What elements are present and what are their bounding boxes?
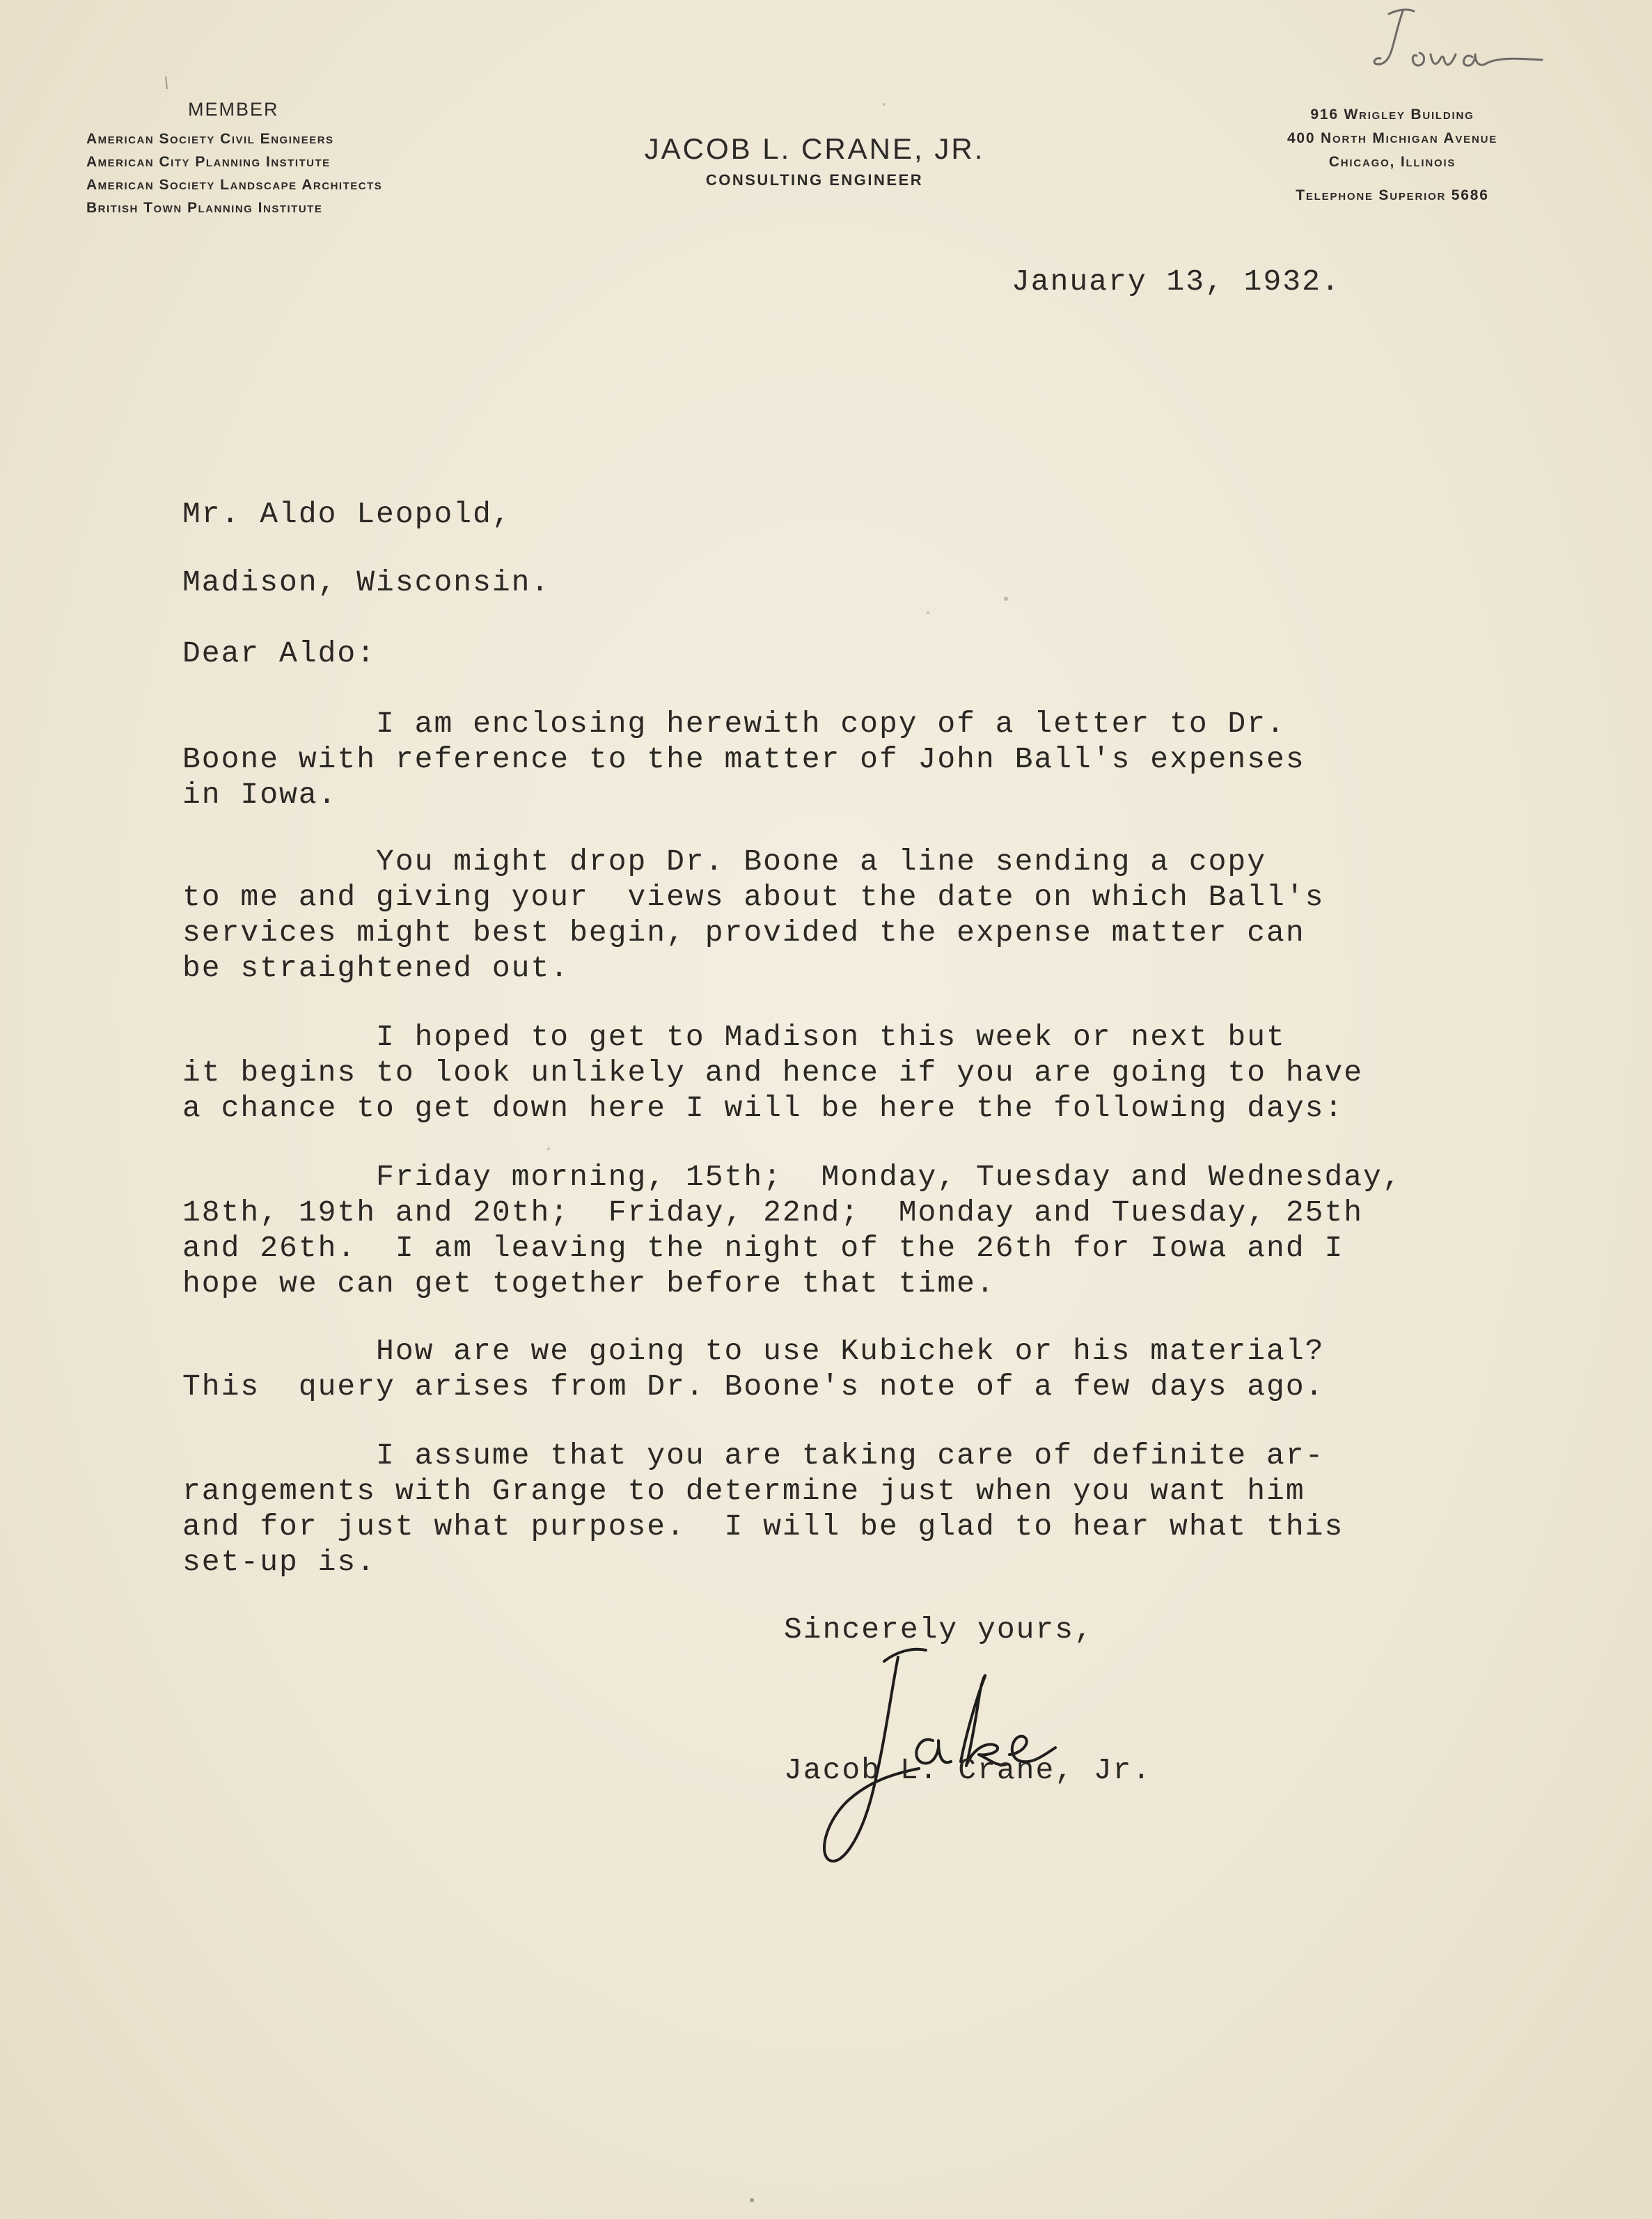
body-line: I am enclosing herewith copy of a letter to Dr. <box>182 707 1286 741</box>
body-line: I assume that you are taking care of definite ar- <box>182 1438 1325 1473</box>
body-paragraph <box>182 1438 1344 1580</box>
body-line: rangements with Grange to determine just when you want him <box>182 1474 1305 1508</box>
letter-date: January 13, 1932. <box>1012 265 1341 299</box>
society-item: American Society Landscape Architects <box>86 177 383 193</box>
body-line: and for just what purpose. I will be glad to hear what this <box>182 1510 1344 1544</box>
body-line: This query arises from Dr. Boone's note of a few days ago. <box>182 1370 1325 1404</box>
body-line: a chance to get down here I will be here the following days: <box>182 1091 1344 1125</box>
recipient-location: Madison, Wisconsin. <box>182 565 551 599</box>
body-line: it begins to look unlikely and hence if you are going to have <box>182 1056 1364 1090</box>
body-line: 18th, 19th and 20th; Friday, 22nd; Monday and Tuesday, 25th <box>182 1195 1364 1230</box>
body-line: set-up is. <box>182 1545 377 1579</box>
address-line: 400 North Michigan Avenue <box>1287 130 1498 146</box>
body-line: Friday morning, 15th; Monday, Tuesday and Wednesday, <box>182 1160 1402 1194</box>
body-line: services might best begin, provided the expense matter can <box>182 916 1305 950</box>
society-item: American Society Civil Engineers <box>86 131 334 147</box>
body-line: be straightened out. <box>182 951 570 985</box>
letterhead-address <box>1225 103 1559 207</box>
body-paragraph <box>182 706 1305 813</box>
body-line: You might drop Dr. Boone a line sending a copy <box>182 845 1267 879</box>
member-label: MEMBER <box>188 99 279 120</box>
letterhead-name: JACOB L. CRANE, JR. <box>644 132 985 165</box>
closing: Sincerely yours, <box>784 1613 1094 1647</box>
recipient-name: Mr. Aldo Leopold, <box>182 497 512 531</box>
handwritten-annotation <box>1368 1 1563 85</box>
body-line: in Iowa. <box>182 778 338 812</box>
body-line: I hoped to get to Madison this week or next but <box>182 1020 1286 1054</box>
address-line: Chicago, Illinois <box>1328 154 1456 170</box>
letterhead-title: CONSULTING ENGINEER <box>705 171 924 189</box>
society-item: American City Planning Institute <box>86 154 331 170</box>
salutation: Dear Aldo: <box>182 636 377 671</box>
address-line: 916 Wrigley Building <box>1310 107 1474 123</box>
letterhead-memberships <box>86 99 382 219</box>
letterhead-name-block <box>613 132 1016 189</box>
body-line: to me and giving your views about the date on which Ball's <box>182 880 1325 914</box>
telephone-line: Telephone Superior 5686 <box>1296 187 1489 203</box>
society-item: British Town Planning Institute <box>86 200 323 216</box>
body-line: hope we can get together before that time. <box>182 1267 996 1301</box>
typed-signature: Jacob L. Crane, Jr. <box>784 1753 1152 1787</box>
body-paragraph <box>182 844 1324 986</box>
body-paragraph <box>182 1019 1363 1126</box>
body-line: and 26th. I am leaving the night of the 26th for Iowa and I <box>182 1231 1344 1265</box>
body-line: Boone with reference to the matter of John Ball's expenses <box>182 742 1305 776</box>
body-paragraph <box>182 1333 1324 1404</box>
body-paragraph <box>182 1159 1402 1301</box>
body-line: How are we going to use Kubichek or his material? <box>182 1334 1325 1368</box>
